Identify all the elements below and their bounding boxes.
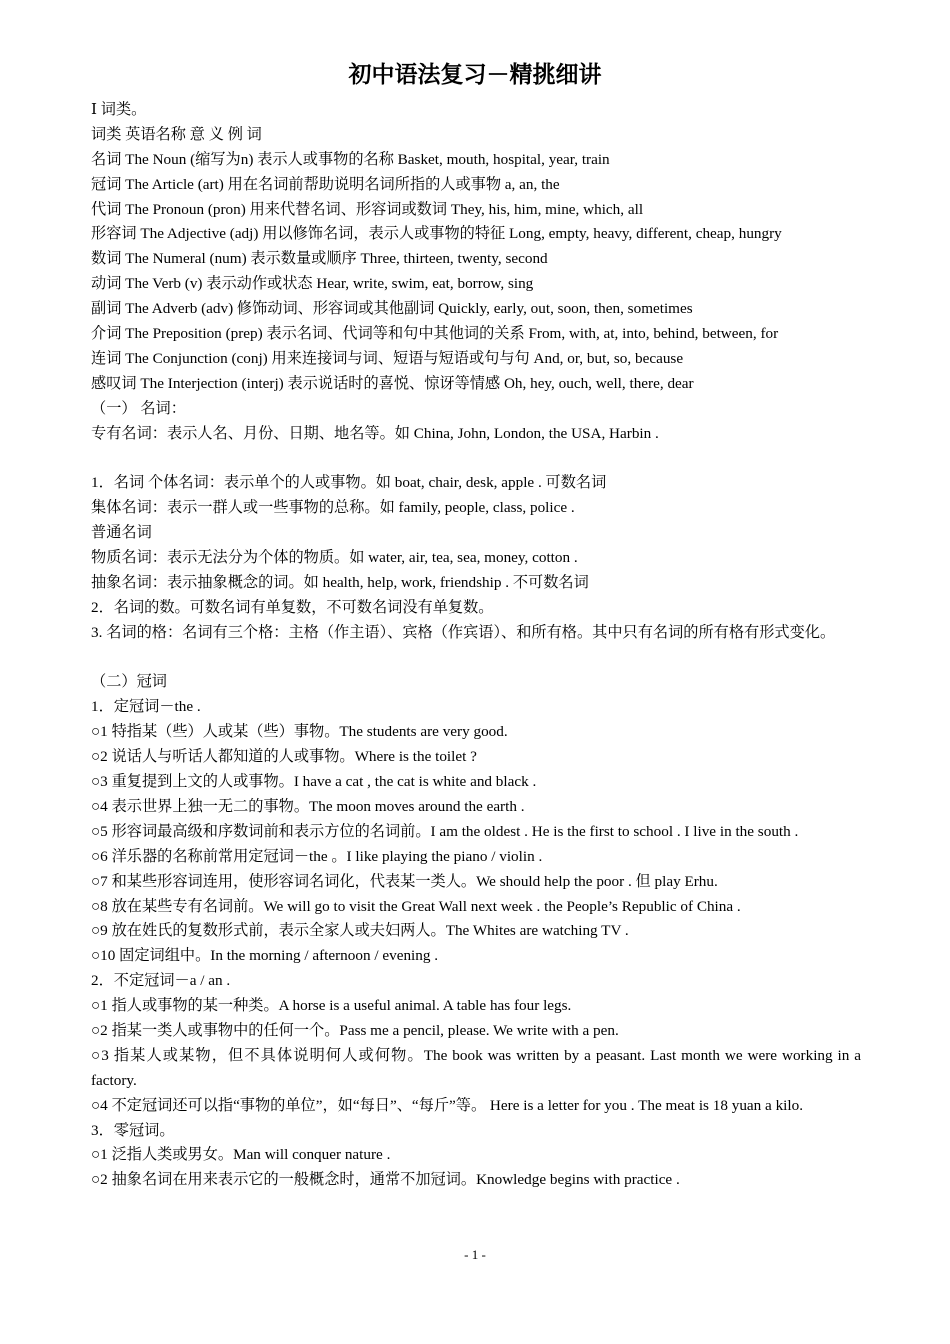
text-line: ○1 指人或事物的某一种类。A horse is a useful animal. A table has four legs. (91, 997, 572, 1015)
text-paragraph: ○3 指某人或某物，但不具体说明何人或何物。The book was written by a peasant. Last month we were working in a factory. (91, 1046, 861, 1089)
page-title: 初中语法复习－精挑细讲 (348, 62, 602, 88)
text-line: 专有名词：表示人名、月份、日期、地名等。如 China, John, London, the USA, Harbin . (91, 424, 659, 442)
text-line: 词类 英语名称 意 义 例 词 (91, 125, 262, 143)
text-line: ○4 表示世界上独一无二的事物。The moon moves around the earth . (91, 797, 525, 815)
document-body (91, 98, 861, 1193)
text-line: ○2 指某一类人或事物中的任何一个。Pass me a pencil, please. We write with a pen. (91, 1021, 619, 1039)
blank-line (91, 446, 861, 471)
page-number: - 1 - (464, 1247, 486, 1262)
text-line: Ⅰ 词类。 (91, 101, 147, 118)
text-line: （一） 名词： (91, 399, 186, 417)
text-line: 介词 The Preposition (prep) 表示名词、代词等和句中其他词的关系 From, with, at, into, behind, between, for (91, 325, 779, 343)
text-line: 形容词 The Adjective (adj) 用以修饰名词，表示人或事物的特征 Long, empty, heavy, different, cheap, hungry (91, 225, 782, 243)
text-line: ○1 特指某（些）人或某（些）事物。The students are very good. (91, 723, 508, 741)
text-line: 代词 The Pronoun (pron) 用来代替名词、形容词或数词 They, his, him, mine, which, all (91, 200, 644, 218)
text-line: 连词 The Conjunction (conj) 用来连接词与词、短语与短语或句与句 And, or, but, so, because (91, 349, 684, 367)
text-line: ○2 说话人与听话人都知道的人或事物。Where is the toilet ? (91, 748, 477, 766)
blank-line (91, 646, 861, 671)
text-line: ○1 泛指人类或男女。Man will conquer nature . (91, 1146, 391, 1164)
text-line: ○2 抽象名词在用来表示它的一般概念时，通常不加冠词。Knowledge begins with practice . (91, 1171, 680, 1189)
text-line: ○8 放在某些专有名词前。We will go to visit the Great Wall next week . the People’s Republic of China . (91, 897, 741, 915)
text-line: 感叹词 The Interjection (interj) 表示说话时的喜悦、惊讶等情感 Oh, hey, ouch, well, there, dear (91, 374, 694, 392)
text-line: 1．定冠词－the . (91, 698, 201, 716)
text-line: 2．不定冠词－a / an . (91, 972, 231, 990)
text-line: ○3 重复提到上文的人或事物。I have a cat , the cat is white and black . (91, 773, 537, 791)
text-line: 集体名词：表示一群人或一些事物的总称。如 family, people, class, police . (91, 499, 575, 517)
text-line: 抽象名词：表示抽象概念的词。如 health, help, work, friendship . 不可数名词 (91, 573, 589, 591)
text-line: 1．名词 个体名词：表示单个的人或事物。如 boat, chair, desk, apple . 可数名词 (91, 474, 607, 492)
text-line: ○9 放在姓氏的复数形式前，表示全家人或夫妇两人。The Whites are watching TV . (91, 922, 629, 940)
text-line: 数词 The Numeral (num) 表示数量或顺序 Three, thirteen, twenty, second (91, 250, 548, 268)
text-line: 物质名词：表示无法分为个体的物质。如 water, air, tea, sea, money, cotton . (91, 549, 578, 567)
text-line: ○7 和某些形容词连用，使形容词名词化，代表某一类人。We should help the poor . 但 play Erhu. (91, 872, 718, 890)
text-paragraph: ○4 不定冠词还可以指“事物的单位”，如“每日”、“每斤”等。 Here is a letter for you . The meat is 18 yuan a kilo. (91, 1096, 804, 1114)
text-line: 3．零冠词。 (91, 1121, 175, 1139)
text-line: ○10 固定词组中。In the morning / afternoon / evening . (91, 947, 439, 965)
text-line: 动词 The Verb (v) 表示动作或状态 Hear, write, swim, eat, borrow, sing (91, 275, 534, 293)
text-line: 普通名词 (91, 524, 152, 542)
text-line: 副词 The Adverb (adv) 修饰动词、形容词或其他副词 Quickly, early, out, soon, then, sometimes (91, 300, 693, 318)
text-line: （二）冠词 (91, 673, 167, 691)
text-paragraph: ○5 形容词最高级和序数词前和表示方位的名词前。I am the oldest . He is the first to school . I live in the south . (91, 822, 799, 840)
text-line: 3. 名词的格：名词有三个格：主格（作主语）、宾格（作宾语）、和所有格。其中只有名词的所有格有形式变化。 (91, 623, 836, 641)
text-line: 2．名词的数。可数名词有单复数，不可数名词没有单复数。 (91, 598, 494, 616)
text-line: 名词 The Noun (缩写为n) 表示人或事物的名称 Basket, mouth, hospital, year, train (91, 150, 610, 168)
text-line: 冠词 The Article (art) 用在名词前帮助说明名词所指的人或事物 a, an, the (91, 175, 560, 193)
text-line: ○6 洋乐器的名称前常用定冠词－the 。I like playing the piano / violin . (91, 847, 543, 865)
